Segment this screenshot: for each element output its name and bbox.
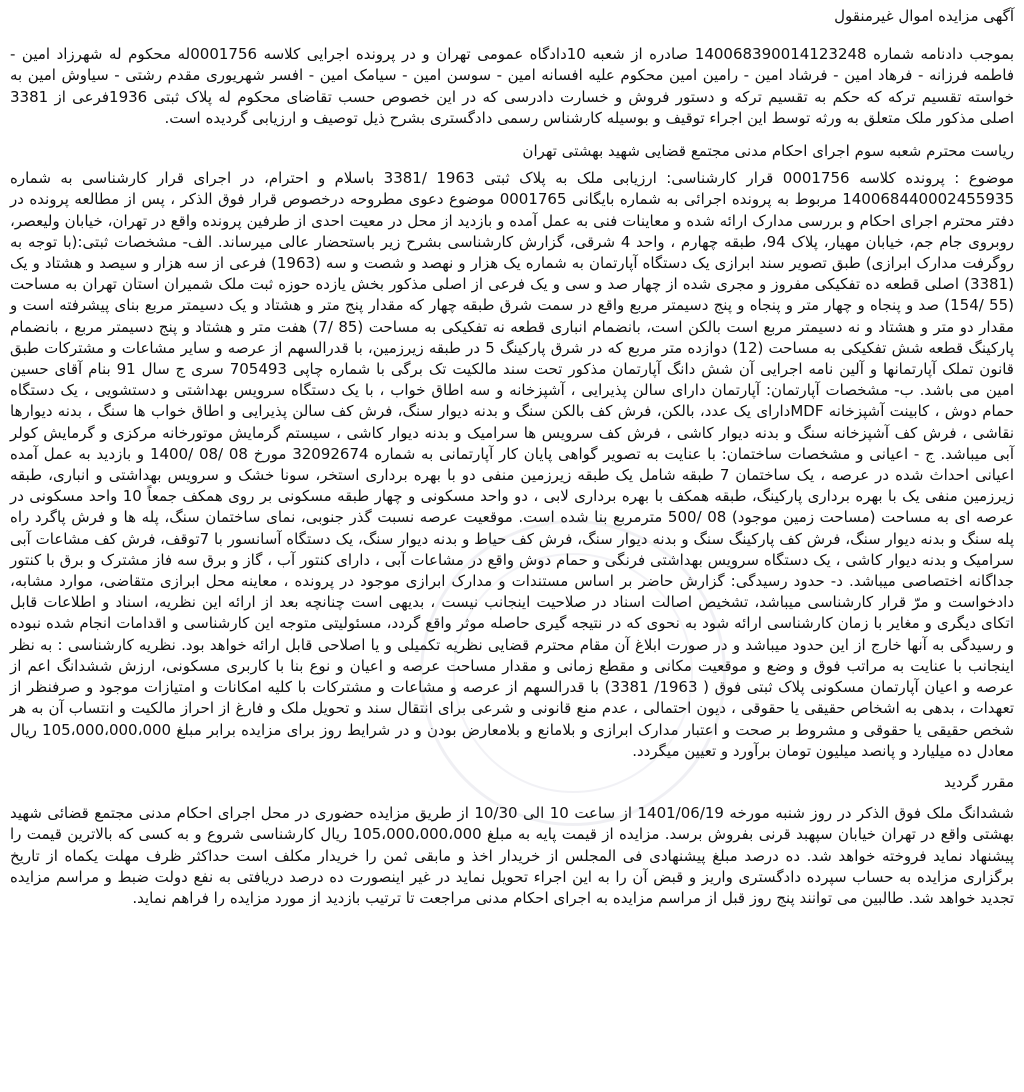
auction-terms-paragraph: ششدانگ ملک فوق الذکر در روز شنبه مورخه 1401/06/19 از ساعت 10 الی 10/30 از طریق مزایده حضوری در محل اجرای احکام مدنی مجتمع قضائی شهید بهشتی واقع در تهران خیابان سپهبد قرنی بفروش برسد. مزایده از قیمت پایه به مبلغ 105،000،000،000 ریال کارشناسی شروع و به کسی که بالاترین قیمت را پیشنهاد نماید فروخته خواهد شد. ده درصد مبلغ پیشنهادی فی المجلس از خریدار اخذ و مابقی ثمن را خریدار مکلف است حداکثر ظرف مهلت یکماه از تاریخ برگزاری مزایده به حساب سپرده دادگستری واریز و قبض آن را به این اجراء تحویل نماید در غیر اینصورت ده درصد دریافتی به نفع دولت ضبط و مراسم مزایده تجدید خواهد شد. طالبین می توانند پنج روز قبل از مراسم مزایده به اجرای احکام مدنی مراجعت تا ترتیب بازدید از مورد مزایده را فراهم نماید.	[10, 804, 1014, 907]
addressee-line: ریاست محترم شعبه سوم اجرای احکام مدنی مجتمع قضایی شهید بهشتی تهران	[522, 142, 1014, 161]
notice-title: آگهی مزایده اموال غیرمنقول	[834, 7, 1014, 25]
decision-heading: مقرر گردید	[943, 772, 1014, 791]
expert-report-paragraph: موضوع : پرونده کلاسه 0001756 قرار کارشناسی: ارزیابی ملک به پلاک ثبتی 1963 /3381 باسلام و احترام، در اجرای قرار کارشناسی به شماره 140068440002455935 مربوط به پرونده اجرائی به شماره بایگانی 0001765 موضوع دعوی مطروحه درخصوص قرار فوق الذکر ، پس از مطالعه پرونده در دفتر محترم اجرای احکام و بررسی مدارک ارائه شده و معاینات فنی به عمل آمده و بازدید از محل در معیت احدی از طرفین پرونده واقع در تهران، خیابان ولیعصر، روبروی جام جم، خیابان مهیار، پلاک 94، طبقه چهارم ، واحد 4 شرقی، گزارش کارشناسی بشرح زیر باستحضار عالی میرساند. الف- مشخصات ثبتی:(با توجه به روگرفت مدارک ابرازی) طبق تصویر سند ابرازی یک دستگاه آپارتمان به شماره یک هزار و نهصد و شصت و سه (1963) فرعی از سه هزار و سیصد و هشتاد و یک (3381) اصلی قطعه ده تفکیکی مفروز و مجری شده از چهار صد و سی و یک فرعی از اصلی مذکور بخش یازده حوزه ثبت ملک شمیران استان تهران به مساحت (55 /154) صد و پنجاه و چهار متر و پنجاه و پنج دسیمتر مربع واقع در سمت شرق طبقه چهار که مقدار پنج متر و هشتاد و یک دسیمتر مربع بنای پیشرفته است و مقدار دو متر و هشتاد و نه دسیمتر مربع است بالکن است، بانضمام انباری قطعه نه تفکیکی به مساحت (85 /7) هفت متر و هشتاد و پنج دسیمتر مربع ، بانضمام پارکینگ قطعه شش تفکیکی به مساحت (12) دوازده متر مربع که در شرق پارکینگ 5 در طبقه زیرزمین، با قدرالسهم از عرصه و سایر مشاعات و مشترکات طبق قانون تملک آپارتمانها و آلین نامه اجرایی آن شش دانگ آپارتمان مذکور تحت سند مالکیت تک برگی با شماره چاپی 705493 سری ج سال 91 بنام آقای حسین امین می باشد. ب- مشخصات آپارتمان: آپارتمان دارای سالن پذیرایی ، آشپزخانه و سه اطاق خواب ، با یک دستگاه سرویس بهداشتی و دستشویی ، یک دستگاه حمام دوش ، کابینت آشپزخانه MDFدارای یک عدد، بالکن، فرش کف بالکن سنگ و بدنه دیوار سنگ، فرش کف سالن پذیرایی و اطاق خواب ها سنگ ، بدنه دیوارها نقاشی ، فرش کف آشپزخانه سنگ و بدنه دیوار کاشی ، فرش کف سرویس ها سرامیک و بدنه دیوار کاشی ، سیستم گرمایش موتورخانه مرکزی و گرمایش کولر آبی میباشد. ج - اعیانی و مشخصات ساختمان: با عنایت به تصویر گواهی پایان کار آپارتمانی به شماره 32092674 مورخ 08 /08 /1400 و بازدید به عمل آمده اعیانی احداث شده در عرصه ، یک ساختمان 7 طبقه شامل یک طبقه زیرزمین منفی دو با بهره برداری استخر، سونا خشک و سرویس بهداشتی و انباری، طبقه زیرزمین منفی یک با بهره برداری پارکینگ، طبقه همکف با بهره برداری لابی ، دو واحد مسکونی و چهار طبقه مسکونی بر روی همکف جمعاً 10 واحد مسکونی در عرصه ای به مساحت (مساحت زمین موجود) 08 /500 مترمربع بنا شده است. موقعیت عرصه نسبت گذر جنوبی، نمای ساختمان سنگ، پله ها و فرش پاگرد راه پله سنگ و بدنه دیوار سنگ، فرش کف پارکینگ سنگ و بدنه دیوار سنگ، فرش کف حیاط و بدنه دیوار سنگ، یک دستگاه آسانسور با 7توقف، فرش کف مشاعات آبی سرامیک و بدنه دیوار کاشی ، یک دستگاه سرویس بهداشتی فرنگی و حمام دوش واقع در مشاعات آبی ، دارای کنتور آب ، گاز و برق سه فاز مشترک و برق با کنتور جداگانه اختصاصی میباشد. د- حدود رسیدگی: گزارش حاضر بر اساس مستندات و مدارک ابرازی موجود در پرونده ، معاینه محل ابرازی متقاضی، موارد مشابه، دادخواست و مرّ قرار کارشناسی میباشد، تشخیص اصالت اسناد در صلاحیت اینجانب نیست ، بدیهی است چنانچه بعد از ارائه این نظریه، اسناد و اطلاعات قابل اتکای دیگری و مغایر با زمان کارشناسی ارائه شود به نحوی که در نتیجه گیری حاصله موثر واقع گردد، مسئولیتی متوجه این کارشناسی و اقدامات انجام شده نبوده و رسیدگی به آنها خارج از این حدود میباشد و در صورت ابلاغ آن مقام محترم قضایی نظریه تکمیلی و یا اصلاحی قابل ارائه خواهد بود. نظریه کارشناسی : به نظر اینجانب با عنایت به مراتب فوق و وضع و موقعیت مکانی و مقطع زمانی و مقدار مساحت عرصه و اعیان و نوع بنا با کاربری مسکونی، ارزش ششدانگ اعم از عرصه و اعیان آپارتمان مسکونی پلاک ثبتی فوق ( 1963/ 3381) با قدرالسهم از عرصه و مشاعات و مشترکات با کلیه امکانات و امتیازات موجود و صرفنظر از تعهدات ، بدهی به اشخاص حقیقی یا حقوقی ، دیون احتمالی ، عدم منع قانونی و شرعی برای انتقال سند و تحویل ملک و فارغ از احراز مالکیت و انتساب آن به هر شخص حقیقی یا حقوقی و مشروط بر صحت و اعتبار مدارک ابرازی و بلامانع و بلامعارض بودن و در شرایط روز برای مزایده برابر مبلغ 105،000،000،000 ریال معادل ده میلیارد و پانصد میلیون تومان برآورد و تعیین میگردد.	[10, 169, 1015, 760]
intro-paragraph: بموجب دادنامه شماره 140068390014123248 صادره از شعبه 10دادگاه عمومی تهران و در پرونده اجرایی کلاسه 0001756له محکوم له شهرزاد امین - فاطمه فرزانه - فرهاد امین - فرشاد امین - رامین امین محکوم علیه افسانه امین - سوسن امین - سیامک امین - افسر شهریوری مقدم رشتی - سیاوش امین به خواسته تقسیم ترکه که حکم به تقسیم ترکه و دستور فروش و خسارت دادرسی که در این خصوص حسب تقاضای محکوم له پلاک ثبتی 1936فرعی از 3381 اصلی مذکور ملک متعلق به ورثه توسط این اجراء توقیف و بوسیله کارشناس رسمی دادگستری بشرح ذیل توصیف و ارزیابی گردیده است.	[10, 45, 1014, 127]
